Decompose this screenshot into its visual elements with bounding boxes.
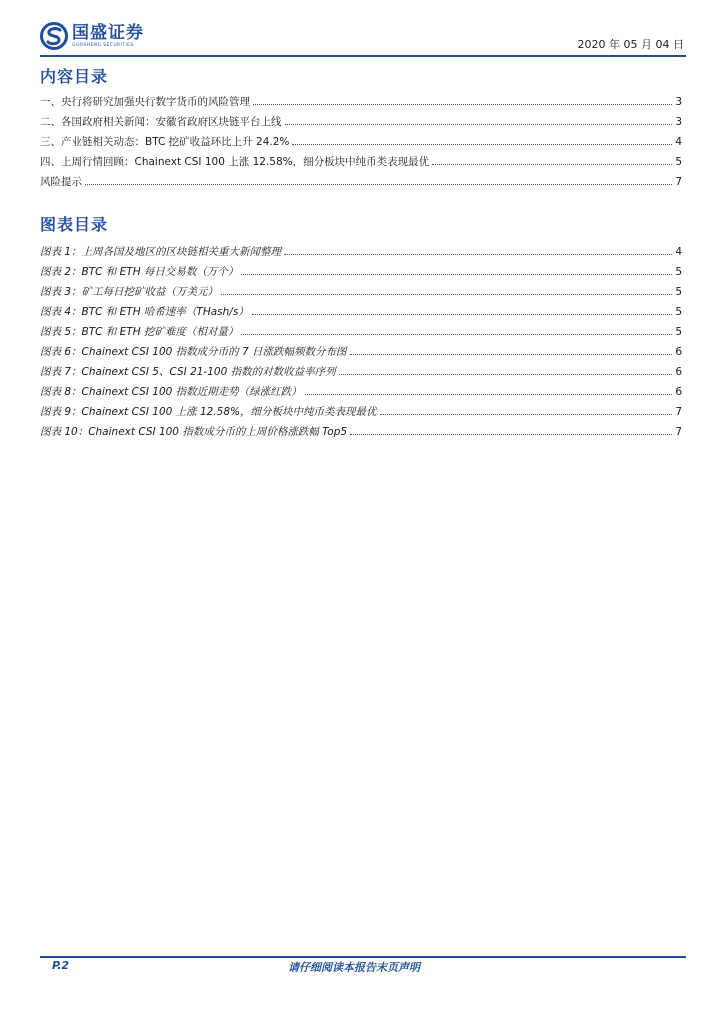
contents-entry-page: 7	[675, 176, 682, 188]
figures-title: 图表目录	[40, 215, 109, 234]
figures-entry-page: 5	[675, 286, 682, 298]
figures-entry-page: 6	[675, 366, 682, 378]
contents-entry-3[interactable]	[40, 134, 682, 154]
logo-chinese-name: 国盛证券	[72, 22, 144, 43]
dot-leader	[305, 394, 673, 395]
figures-entry-text: 图表 2：BTC 和 ETH 每日交易数（万个）	[40, 266, 239, 278]
contents-entry-text: 三、产业链相关动态：BTC 挖矿收益环比上升 24.2%	[40, 136, 290, 148]
figures-entry-text: 图表 4：BTC 和 ETH 哈希速率（THash/s）	[40, 306, 249, 318]
contents-list	[40, 94, 682, 194]
page-header	[40, 22, 686, 56]
dot-leader	[292, 144, 672, 145]
dot-leader	[339, 374, 673, 375]
header-divider	[40, 55, 686, 57]
figures-entry-page: 5	[675, 326, 682, 338]
figures-list	[40, 244, 682, 444]
contents-entry-page: 3	[675, 116, 682, 128]
dot-leader	[380, 414, 673, 415]
dot-leader	[85, 184, 672, 185]
footer-divider	[40, 956, 686, 958]
dot-leader	[241, 274, 672, 275]
figures-entry-page: 4	[675, 246, 682, 258]
dot-leader	[253, 104, 672, 105]
figures-entry-page: 5	[675, 306, 682, 318]
contents-entry-text: 四、上周行情回顾：Chainext CSI 100 上涨 12.58%，细分板块中纯币类表现最优	[40, 156, 430, 168]
company-logo	[40, 22, 144, 50]
figures-entry-2[interactable]	[40, 264, 682, 284]
dot-leader	[432, 164, 672, 165]
guosheng-logo-icon	[40, 22, 68, 50]
contents-entry-4[interactable]	[40, 154, 682, 174]
figures-entry-3[interactable]	[40, 284, 682, 304]
dot-leader	[252, 314, 673, 315]
dot-leader	[221, 294, 672, 295]
contents-title: 内容目录	[40, 67, 109, 86]
contents-entry-text: 二、各国政府相关新闻：安徽省政府区块链平台上线	[40, 116, 282, 128]
contents-entry-text: 一、央行将研究加强央行数字货币的风险管理	[40, 96, 250, 108]
figures-entry-page: 6	[675, 386, 682, 398]
figures-entry-4[interactable]	[40, 304, 682, 324]
contents-entry-2[interactable]	[40, 114, 682, 134]
figures-entry-10[interactable]	[40, 424, 682, 444]
figures-entry-6[interactable]	[40, 344, 682, 364]
contents-entry-text: 风险提示	[40, 176, 82, 188]
figures-entry-text: 图表 10：Chainext CSI 100 指数成分币的上周价格涨跌幅 Top5	[40, 426, 348, 438]
contents-entry-page: 5	[675, 156, 682, 168]
figures-entry-7[interactable]	[40, 364, 682, 384]
figures-entry-text: 图表 6：Chainext CSI 100 指数成分币的 7 日涨跌幅频数分布图	[40, 346, 347, 358]
dot-leader	[350, 354, 673, 355]
disclaimer-note: 请仔细阅读本报告末页声明	[288, 961, 420, 974]
figures-entry-page: 7	[675, 426, 682, 438]
figures-entry-text: 图表 7：Chainext CSI 5、CSI 21-100 指数的对数收益率序列	[40, 366, 336, 378]
figures-entry-8[interactable]	[40, 384, 682, 404]
figures-entry-page: 6	[675, 346, 682, 358]
figures-entry-page: 5	[675, 266, 682, 278]
page-number: P.2	[52, 959, 70, 972]
figures-entry-text: 图表 1：上周各国及地区的区块链相关重大新闻整理	[40, 246, 282, 258]
figures-entry-9[interactable]	[40, 404, 682, 424]
figures-entry-page: 7	[675, 406, 682, 418]
dot-leader	[241, 334, 672, 335]
figures-entry-text: 图表 5：BTC 和 ETH 挖矿难度（相对量）	[40, 326, 239, 338]
contents-entry-page: 4	[675, 136, 682, 148]
contents-entry-5[interactable]	[40, 174, 682, 194]
contents-entry-1[interactable]	[40, 94, 682, 114]
contents-entry-page: 3	[675, 96, 682, 108]
logo-english-name: GUOSHENG SECURITIES	[72, 42, 134, 48]
figures-entry-5[interactable]	[40, 324, 682, 344]
dot-leader	[285, 124, 673, 125]
figures-entry-text: 图表 3：矿工每日挖矿收益（万美元）	[40, 286, 219, 298]
figures-entry-text: 图表 9：Chainext CSI 100 上涨 12.58%，细分板块中纯币类表现最优	[40, 406, 377, 418]
figures-entry-text: 图表 8：Chainext CSI 100 指数近期走势（绿涨红跌）	[40, 386, 302, 398]
report-date: 2020 年 05 月 04 日	[577, 38, 684, 51]
figures-entry-1[interactable]	[40, 244, 682, 264]
dot-leader	[284, 254, 672, 255]
dot-leader	[350, 434, 672, 435]
